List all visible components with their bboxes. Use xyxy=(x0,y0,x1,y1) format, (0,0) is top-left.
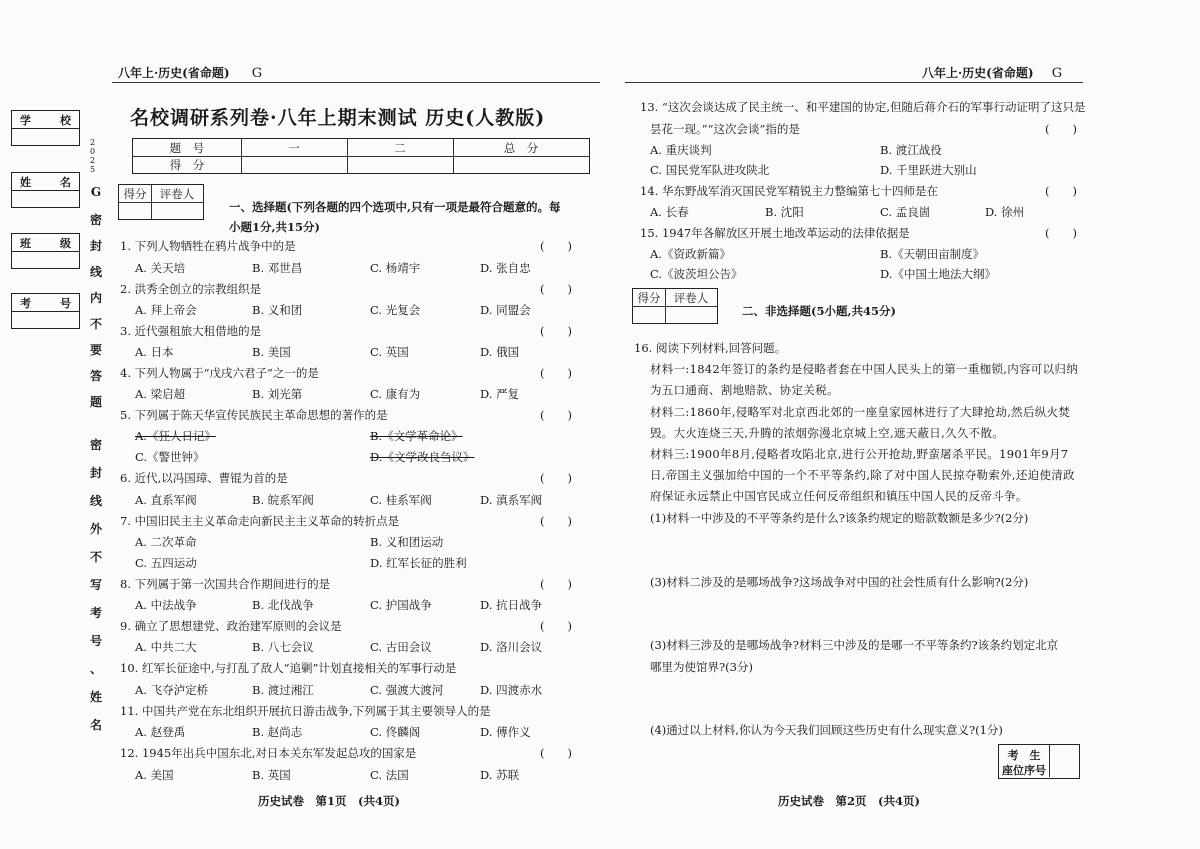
q16-sub1: (1)材料一中涉及的不平等条约是什么?该条约规定的赔款数额是多少?(2分) xyxy=(650,511,1029,525)
section1-heading-2: 小题1分,共15分) xyxy=(229,220,320,234)
name-field[interactable] xyxy=(11,190,80,208)
seat-number-field[interactable] xyxy=(1049,745,1079,778)
class-label: 班 级 xyxy=(11,233,80,251)
score-table-score-label: 得 分 xyxy=(169,158,205,172)
score-table xyxy=(132,138,590,174)
q16-sub2: (3)材料二涉及的是哪场战争?这场战争对中国的社会性质有什么影响?(2分) xyxy=(650,575,1029,589)
seat-number-box: 考 生 座位序号 xyxy=(998,744,1080,779)
page-header-right xyxy=(922,64,1062,81)
header-rule-left xyxy=(112,82,600,83)
q16-sub4: (4)通过以上材料,你认为今天我们回顾这些历史有什么现实意义?(1分) xyxy=(650,723,1003,737)
score-table-header-label: 题 号 xyxy=(169,141,205,155)
class-field[interactable] xyxy=(11,251,80,269)
page-header-left xyxy=(118,64,262,81)
header-left-label: 八年上·历史(省命题) xyxy=(118,66,230,80)
header-rule-right xyxy=(625,82,1083,83)
school-label: 学 校 xyxy=(11,110,80,128)
q16-sub3: (3)材料三涉及的是哪场战争?材料三中涉及的是哪一不平等条约?该条约划定北京 xyxy=(650,638,1059,652)
section1-heading: 一、选择题(下列各题的四个选项中,只有一项是最符合题意的。每 xyxy=(229,200,561,214)
name-label: 姓 名 xyxy=(11,172,80,190)
header-left-letter: G xyxy=(251,66,263,81)
score-table-header-1: 一 xyxy=(288,141,300,155)
header-right-label: 八年上·历史(省命题) xyxy=(922,66,1034,80)
score-table-header-total: 总 分 xyxy=(503,141,539,155)
number-field[interactable] xyxy=(11,311,80,329)
score-table-header-2: 二 xyxy=(394,141,406,155)
school-field[interactable] xyxy=(11,128,80,146)
q16-sub3-cont: 哪里为使馆界?(3分) xyxy=(650,660,753,674)
exam-title: 名校调研系列卷·八年上期末测试 历史(人教版) xyxy=(130,107,546,129)
header-right-letter: G xyxy=(1051,66,1063,81)
section2-heading: 二、非选择题(5小题,共45分) xyxy=(742,304,896,318)
grader-box-2: 得分 评卷人 xyxy=(632,288,718,324)
footer-left: 历史试卷 第1页 (共4页) xyxy=(258,794,400,808)
number-label: 考 号 xyxy=(11,293,80,311)
grader-box-1: 得分 评卷人 xyxy=(118,184,204,220)
footer-right: 历史试卷 第2页 (共4页) xyxy=(778,794,920,808)
